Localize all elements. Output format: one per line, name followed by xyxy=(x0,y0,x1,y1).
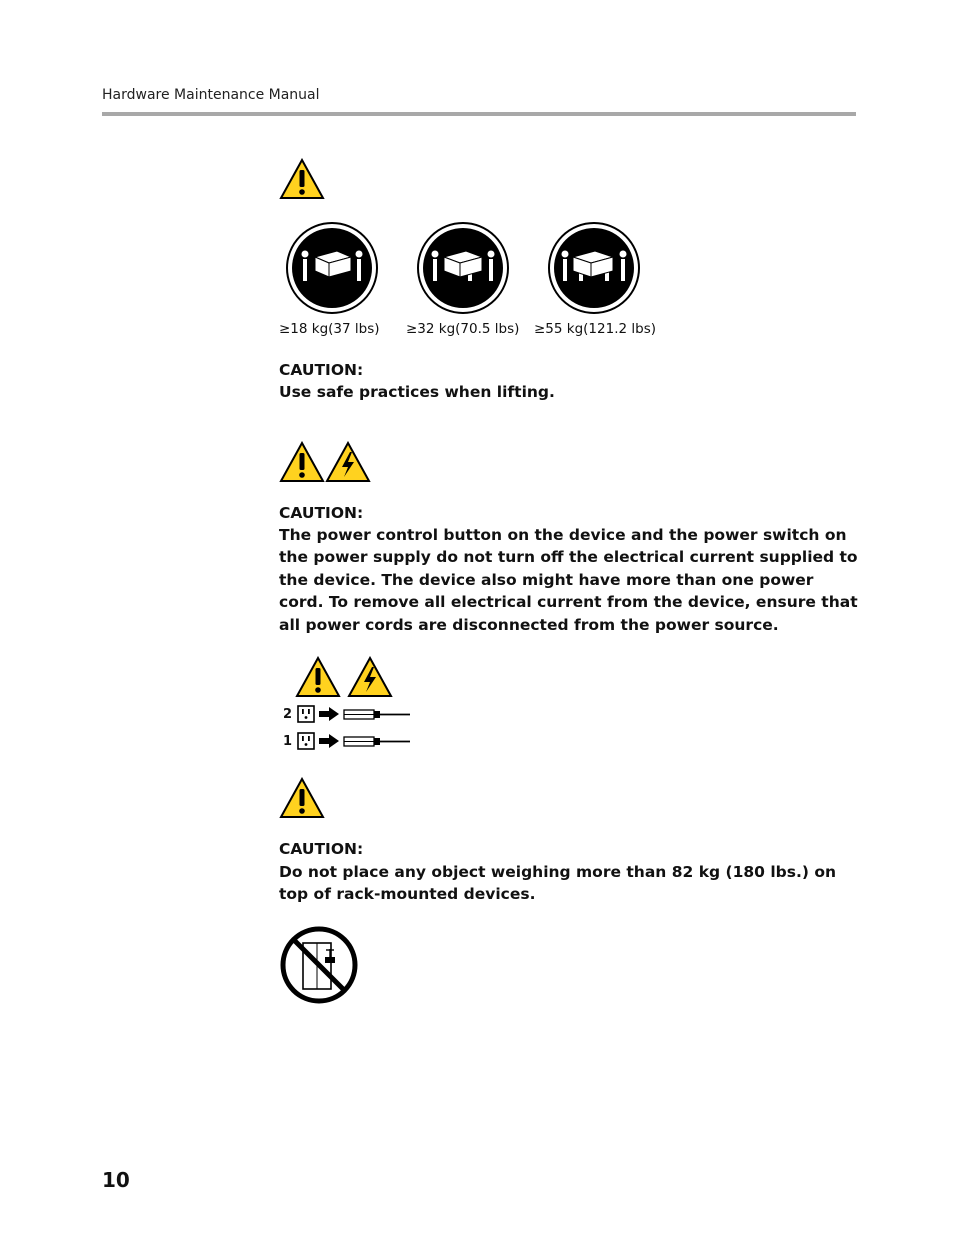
caution-label-lifting: CAUTION: xyxy=(279,361,364,379)
weight-label-four-person: ≥55 kg(121.2 lbs) xyxy=(534,321,656,337)
two-person-lift-icon xyxy=(285,221,379,315)
caution-label-rack: CAUTION: xyxy=(279,840,364,858)
power-plug-icon xyxy=(296,731,412,753)
warning-triangle-icon xyxy=(279,777,325,819)
electrical-hazard-icon xyxy=(325,441,371,483)
caution-label-power: CAUTION: xyxy=(279,504,364,522)
four-person-lift-icon xyxy=(547,221,641,315)
three-person-lift-icon xyxy=(416,221,510,315)
caution-text-power: The power control button on the device and the power switch on the power supply do not turn off the electrical current supplied to the device. The device also might have more than one power cord. To remove all electrical current from the device, ensure that all power cords are disconnected from the power source. xyxy=(279,526,858,634)
no-object-on-rack-icon xyxy=(279,925,359,1005)
caution-text-lifting: Use safe practices when lifting. xyxy=(279,383,555,401)
weight-label-two-person: ≥18 kg(37 lbs) xyxy=(279,321,380,337)
power-outlet-icon xyxy=(296,704,412,726)
electrical-hazard-icon xyxy=(347,656,393,698)
warning-triangle-icon xyxy=(279,158,325,200)
warning-triangle-icon xyxy=(295,656,341,698)
warning-triangle-icon xyxy=(279,441,325,483)
cord-number-2: 2 xyxy=(283,707,293,722)
header-title: Hardware Maintenance Manual xyxy=(102,87,320,103)
page-number: 10 xyxy=(102,1168,130,1192)
weight-label-three-person: ≥32 kg(70.5 lbs) xyxy=(406,321,520,337)
header-rule xyxy=(102,112,856,116)
caution-text-rack: Do not place any object weighing more than 82 kg (180 lbs.) on top of rack-mounted devices. xyxy=(279,863,837,904)
cord-number-1: 1 xyxy=(283,734,293,749)
